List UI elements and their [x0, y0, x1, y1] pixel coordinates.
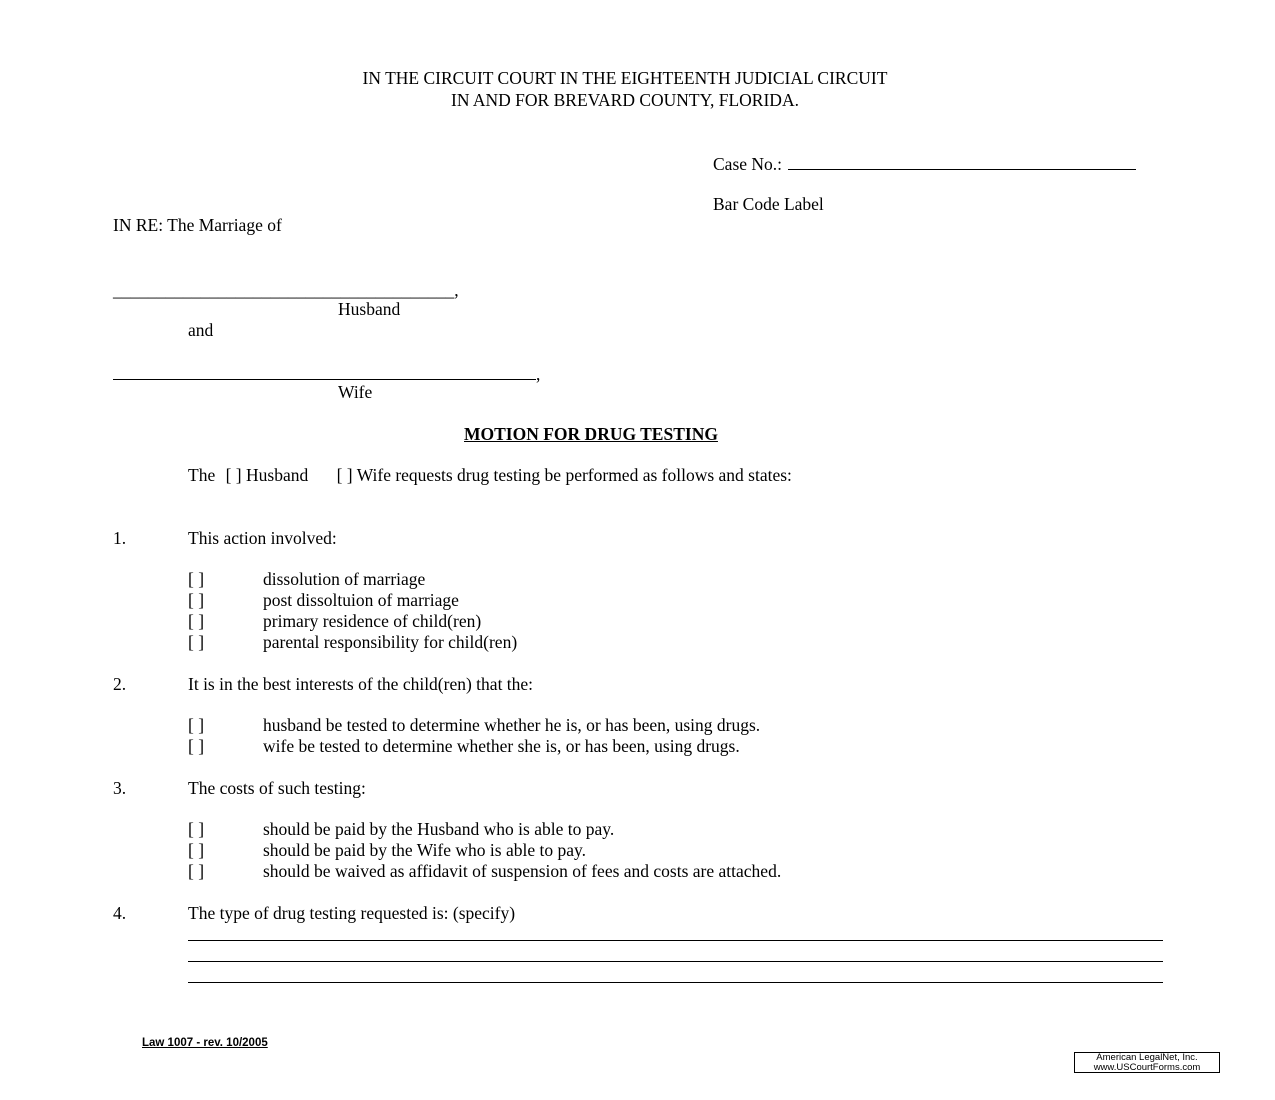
- bar-code-label: Bar Code Label: [713, 194, 824, 214]
- option-checkbox[interactable]: [ ]: [188, 861, 205, 881]
- publisher-stamp: [1074, 1052, 1220, 1073]
- option-checkbox[interactable]: [ ]: [188, 840, 205, 860]
- option-text: post dissoltuion of marriage: [263, 590, 459, 610]
- section-4-number: 4.: [113, 903, 127, 923]
- option-text: husband be tested to determine whether he is, or has been, using drugs.: [263, 715, 761, 735]
- drug-test-type-line-1[interactable]: [188, 940, 1163, 941]
- option-text: should be paid by the Wife who is able to pay.: [263, 840, 586, 860]
- document-title: MOTION FOR DRUG TESTING: [464, 424, 718, 444]
- stamp-line-2: www.USCourtForms.com: [1093, 1062, 1201, 1073]
- option-checkbox[interactable]: [ ]: [188, 715, 205, 735]
- option-checkbox[interactable]: [ ]: [188, 611, 205, 631]
- case-number-label: Case No.:: [713, 154, 783, 174]
- section-4-heading: The type of drug testing requested is: (specify): [188, 903, 516, 923]
- section-1-number: 1.: [113, 528, 127, 548]
- wife-name-field[interactable]: [113, 365, 540, 384]
- and-label: and: [188, 320, 214, 340]
- intro-rest: Wife requests drug testing be performed as follows and states:: [356, 465, 792, 485]
- section-3-heading: The costs of such testing:: [188, 778, 366, 798]
- option-text: should be paid by the Husband who is able to pay.: [263, 819, 615, 839]
- section-3-number: 3.: [113, 778, 127, 798]
- option-text: primary residence of child(ren): [263, 611, 482, 631]
- court-header-line1: IN THE CIRCUIT COURT IN THE EIGHTEENTH JUDICIAL CIRCUIT: [362, 68, 888, 88]
- option-checkbox[interactable]: [ ]: [188, 736, 205, 756]
- option-text: parental responsibility for child(ren): [263, 632, 518, 652]
- intro-line: [188, 467, 792, 485]
- option-text: wife be tested to determine whether she is, or has been, using drugs.: [263, 736, 740, 756]
- court-header-line2: IN AND FOR BREVARD COUNTY, FLORIDA.: [451, 90, 799, 110]
- wife-blank-comma: ,: [536, 364, 541, 384]
- wife-checkbox[interactable]: [ ]: [336, 465, 353, 485]
- intro-husband: Husband: [246, 465, 309, 485]
- stamp-line-1: American LegalNet, Inc.: [1096, 1052, 1198, 1063]
- option-checkbox[interactable]: [ ]: [188, 569, 205, 589]
- case-number-blank[interactable]: [788, 155, 1136, 170]
- wife-label: Wife: [338, 382, 373, 402]
- wife-name-blank[interactable]: [113, 365, 536, 380]
- section-2-heading: It is in the best interests of the child(ren) that the:: [188, 674, 534, 694]
- intro-the: The: [188, 465, 216, 485]
- form-code: Law 1007 - rev. 10/2005: [142, 1037, 268, 1049]
- case-number-field[interactable]: [713, 155, 1136, 174]
- in-re-caption: IN RE: The Marriage of: [113, 215, 282, 235]
- option-checkbox[interactable]: [ ]: [188, 819, 205, 839]
- husband-label: Husband: [338, 299, 401, 319]
- section-2-number: 2.: [113, 674, 127, 694]
- option-text: dissolution of marriage: [263, 569, 426, 589]
- option-checkbox[interactable]: [ ]: [188, 590, 205, 610]
- drug-test-type-line-3[interactable]: [188, 982, 1163, 983]
- section-1-heading: This action involved:: [188, 528, 337, 548]
- option-checkbox[interactable]: [ ]: [188, 632, 205, 652]
- option-text: should be waived as affidavit of suspension of fees and costs are attached.: [263, 861, 782, 881]
- husband-checkbox[interactable]: [ ]: [225, 465, 242, 485]
- drug-test-type-line-2[interactable]: [188, 961, 1163, 962]
- husband-name-blank[interactable]: _______________________________________,: [113, 280, 459, 300]
